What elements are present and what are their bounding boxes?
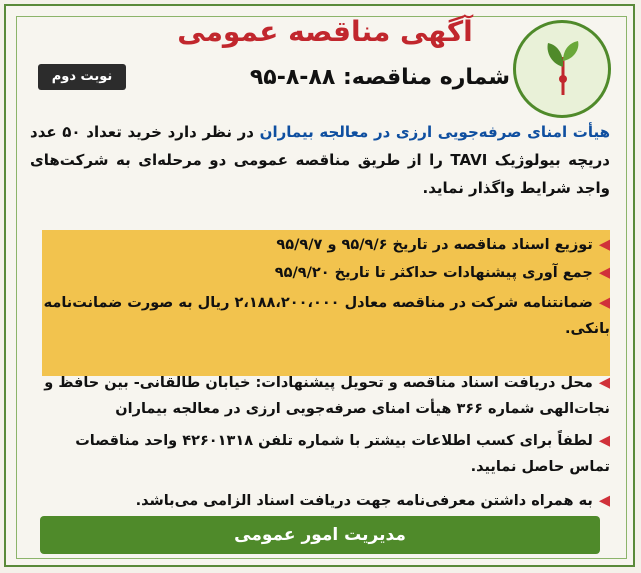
organization-name: هیأت امنای صرفه‌جویی ارزی در معالجه بیماران <box>259 123 610 141</box>
list-item: ◀جمع آوری پیشنهادات حداکثر تا تاریخ ۹۵/۹/۲۰ <box>274 265 610 281</box>
bullet-arrow-icon: ◀ <box>598 295 610 311</box>
bullet-arrow-icon: ◀ <box>598 375 610 391</box>
list-item: ◀محل دریافت اسناد مناقصه و تحویل پیشنهادات: خیابان طالقانی- بین حافظ و نجات‌الهی شماره ۳۶۶ هیأت امنای صرفه‌جویی ارزی در معالجه بیماران <box>44 375 610 417</box>
ad-title: آگهی مناقصه عمومی <box>177 15 473 48</box>
list-item: ◀لطفاً برای کسب اطلاعات بیشتر با شماره تلفن ۴۲۶۰۱۳۱۸ واحد مناقصات تماس حاصل نمایید. <box>75 433 610 475</box>
bullet-arrow-icon: ◀ <box>598 493 610 509</box>
list-item: ◀توزیع اسناد مناقصه در تاریخ ۹۵/۹/۶ و ۹۵/۹/۷ <box>276 237 610 253</box>
organization-logo <box>513 20 611 118</box>
intro-text: در نظر دارد خرید تعداد ۵۰ عدد دریچه بیولوژیک TAVI را از طریق مناقصه عمومی دو مرحله‌ای به شرکت‌های واجد شرایط واگذار نماید. <box>30 123 610 197</box>
bullet-arrow-icon: ◀ <box>598 265 610 281</box>
leaf-icon <box>542 39 584 97</box>
intro-paragraph <box>30 118 610 202</box>
bullet-arrow-icon: ◀ <box>598 237 610 253</box>
bullet-arrow-icon: ◀ <box>598 433 610 449</box>
list-item: ◀به همراه داشتن معرفی‌نامه جهت دریافت اسناد الزامی می‌باشد. <box>135 493 610 509</box>
round-badge: نوبت دوم <box>38 64 126 90</box>
list-item: ◀ضمانتنامه شرکت در مناقصه معادل ۲،۱۸۸،۲۰۰،۰۰۰ ریال به صورت ضمانت‌نامه بانکی. <box>43 295 610 337</box>
footer-signature: مدیریت امور عمومی <box>40 516 600 554</box>
tender-number: شماره مناقصه: ۸۸-۸-۹۵ <box>249 65 510 90</box>
